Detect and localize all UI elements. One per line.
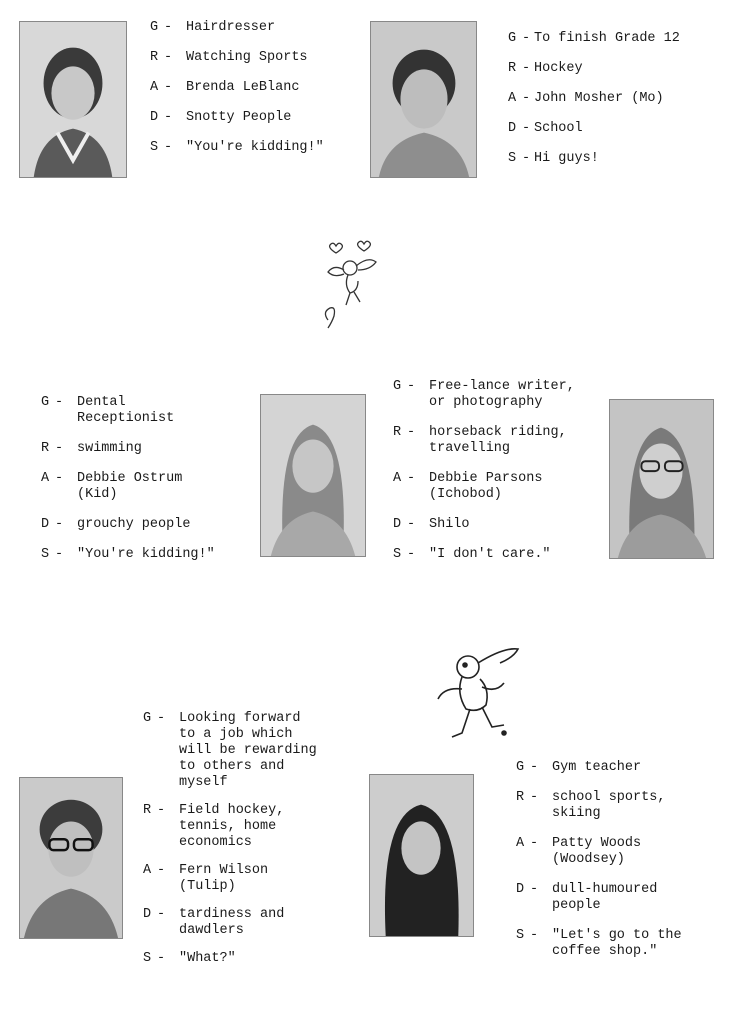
separator: - [522, 31, 531, 46]
associate-row [393, 471, 575, 503]
goal-value: To finish Grade 12 [534, 31, 680, 46]
key-label: A [143, 863, 152, 878]
key-label: S [41, 547, 50, 562]
dislike-value: Snotty People [186, 110, 292, 125]
saying-row [508, 151, 680, 167]
key-label: S [393, 547, 402, 562]
dislike-value: dull-humoured people [552, 882, 658, 913]
separator: - [407, 379, 416, 394]
cupid-doodle-icon [318, 236, 380, 332]
profile-entry-2 [508, 31, 680, 167]
separator: - [157, 711, 166, 726]
recreation-value: school sports, skiing [552, 790, 666, 821]
goal-row [516, 760, 682, 776]
dislike-row [150, 110, 324, 126]
separator: - [522, 121, 531, 136]
profile-entry-6 [516, 760, 682, 960]
associate-value: John Mosher (Mo) [534, 91, 664, 106]
saying-value: "You're kidding!" [186, 140, 324, 155]
saying-value: "Let's go to the coffee shop." [552, 928, 682, 959]
associate-row [41, 471, 215, 503]
goal-row [150, 20, 324, 36]
key-label: D [150, 110, 159, 125]
recreation-value: horseback riding, travelling [429, 425, 567, 456]
dislike-value: grouchy people [77, 517, 191, 532]
goal-row [143, 711, 317, 791]
key-label: R [516, 790, 525, 805]
separator: - [164, 110, 173, 125]
separator: - [55, 441, 64, 456]
key-label: A [508, 91, 517, 106]
separator: - [522, 91, 531, 106]
saying-value: Hi guys! [534, 151, 599, 166]
separator: - [55, 471, 64, 486]
key-label: R [143, 803, 152, 818]
associate-value: Debbie Parsons (Ichobod) [429, 471, 543, 502]
associate-value: Debbie Ostrum (Kid) [77, 471, 183, 502]
key-label: D [516, 882, 525, 897]
recreation-value: Watching Sports [186, 50, 308, 65]
student-photo-1 [19, 21, 127, 178]
separator: - [407, 517, 416, 532]
student-photo-2 [370, 21, 477, 178]
key-label: D [393, 517, 402, 532]
saying-value: "What?" [179, 951, 236, 966]
separator: - [407, 425, 416, 440]
key-label: R [393, 425, 402, 440]
key-label: R [150, 50, 159, 65]
associate-value: Patty Woods (Woodsey) [552, 836, 642, 867]
associate-row [508, 91, 680, 107]
key-label: A [150, 80, 159, 95]
recreation-value: swimming [77, 441, 142, 456]
saying-row [516, 928, 682, 960]
separator: - [164, 140, 173, 155]
profile-entry-4 [393, 379, 575, 563]
student-photo-4 [609, 399, 714, 559]
student-photo-6 [369, 774, 474, 937]
dislike-value: Shilo [429, 517, 470, 532]
key-label: G [393, 379, 402, 394]
separator: - [55, 395, 64, 410]
separator: - [164, 50, 173, 65]
key-label: A [41, 471, 50, 486]
profile-entry-1 [150, 20, 324, 156]
goal-value: Free-lance writer, or photography [429, 379, 575, 410]
recreation-row [516, 790, 682, 822]
student-photo-3 [260, 394, 366, 557]
key-label: D [41, 517, 50, 532]
separator: - [164, 80, 173, 95]
key-label: A [393, 471, 402, 486]
recreation-row [41, 441, 215, 457]
key-label: G [143, 711, 152, 726]
goal-value: Looking forward to a job which will be rewarding to others and myself [179, 711, 317, 790]
separator: - [530, 790, 539, 805]
student-photo-5 [19, 777, 123, 939]
goal-value: Hairdresser [186, 20, 276, 35]
key-label: G [516, 760, 525, 775]
separator: - [530, 882, 539, 897]
key-label: S [143, 951, 152, 966]
recreation-row [150, 50, 324, 66]
separator: - [55, 547, 64, 562]
separator: - [407, 471, 416, 486]
separator: - [407, 547, 416, 562]
recreation-row [143, 803, 317, 851]
separator: - [522, 151, 531, 166]
recreation-row [393, 425, 575, 457]
key-label: R [41, 441, 50, 456]
separator: - [530, 928, 539, 943]
separator: - [530, 836, 539, 851]
goal-row [508, 31, 680, 47]
separator: - [164, 20, 173, 35]
profile-entry-5 [143, 711, 317, 967]
dislike-row [516, 882, 682, 914]
separator: - [522, 61, 531, 76]
saying-row [393, 547, 575, 563]
saying-row [41, 547, 215, 563]
separator: - [530, 760, 539, 775]
goal-value: Dental Receptionist [77, 395, 175, 426]
key-label: D [143, 907, 152, 922]
key-label: S [516, 928, 525, 943]
key-label: G [508, 31, 517, 46]
dislike-value: tardiness and dawdlers [179, 907, 285, 938]
key-label: D [508, 121, 517, 136]
dislike-row [143, 907, 317, 939]
dislike-row [508, 121, 680, 137]
dislike-value: School [534, 121, 583, 136]
separator: - [55, 517, 64, 532]
profile-entry-3 [41, 395, 215, 563]
running-character-doodle-icon [432, 643, 532, 753]
associate-value: Brenda LeBlanc [186, 80, 300, 95]
recreation-value: Field hockey, tennis, home economics [179, 803, 285, 850]
recreation-row [508, 61, 680, 77]
associate-row [143, 863, 317, 895]
associate-row [150, 80, 324, 96]
separator: - [157, 907, 166, 922]
key-label: G [150, 20, 159, 35]
separator: - [157, 803, 166, 818]
dislike-row [393, 517, 575, 533]
separator: - [157, 863, 166, 878]
saying-value: "I don't care." [429, 547, 551, 562]
goal-value: Gym teacher [552, 760, 642, 775]
associate-value: Fern Wilson (Tulip) [179, 863, 269, 894]
goal-row [41, 395, 215, 427]
key-label: R [508, 61, 517, 76]
saying-value: "You're kidding!" [77, 547, 215, 562]
saying-row [150, 140, 324, 156]
key-label: S [508, 151, 517, 166]
associate-row [516, 836, 682, 868]
key-label: A [516, 836, 525, 851]
dislike-row [41, 517, 215, 533]
key-label: G [41, 395, 50, 410]
recreation-value: Hockey [534, 61, 583, 76]
saying-row [143, 951, 317, 967]
key-label: S [150, 140, 159, 155]
goal-row [393, 379, 575, 411]
separator: - [157, 951, 166, 966]
